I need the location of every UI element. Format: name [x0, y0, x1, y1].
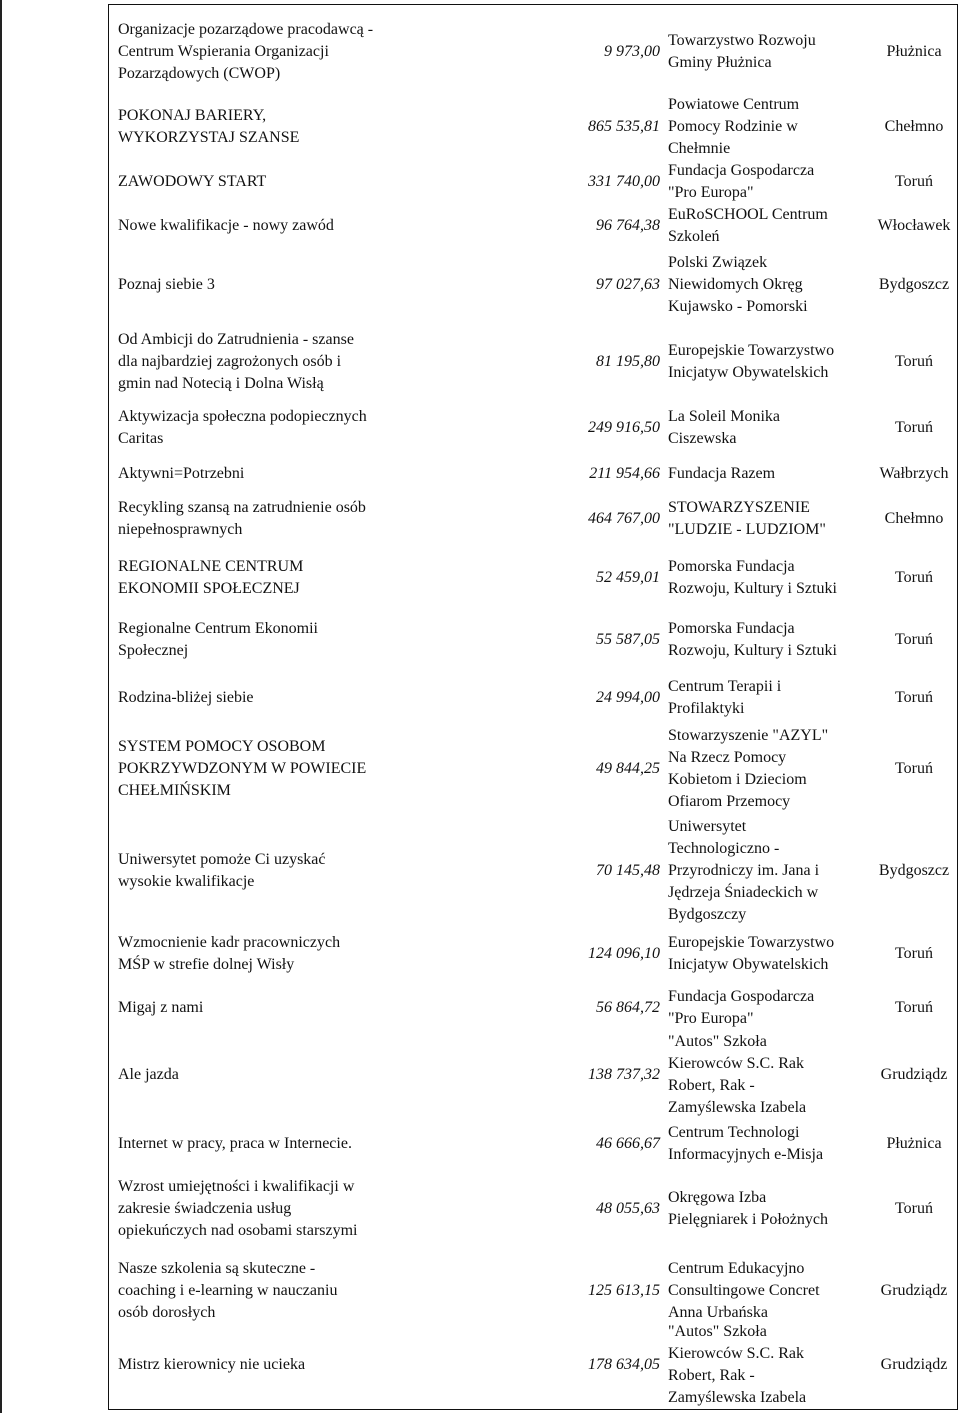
- funding-amount: 81 195,80: [596, 353, 660, 370]
- project-name: Rodzina-bliżej siebie: [118, 689, 254, 706]
- table-row: [0, 160, 933, 204]
- funding-amount-cell: [520, 496, 660, 542]
- funding-amount-cell: [520, 94, 660, 160]
- organization-name-cell: [668, 930, 868, 978]
- city-name: Bydgoszcz: [878, 862, 950, 879]
- funding-amount: 55 587,05: [596, 631, 660, 648]
- organization-name: Okręgowa Izba Pielęgniarek i Położnych: [668, 1189, 828, 1228]
- table-row: [0, 94, 944, 160]
- table-row: [0, 496, 944, 542]
- project-name-cell: [118, 614, 523, 666]
- project-name-cell: [118, 724, 523, 814]
- funding-amount-cell: [520, 724, 660, 814]
- project-name: Wzrost umiejętności i kwalifikacji w zakresie świadczenia usług opiekuńczych nad osobami starszymi: [118, 1178, 358, 1239]
- project-name: Aktywizacja społeczna podopiecznych Caritas: [118, 408, 367, 447]
- project-name-cell: [118, 1172, 523, 1246]
- city-name-cell: [868, 1030, 960, 1120]
- table-row: [0, 18, 942, 86]
- city-name-cell: [868, 18, 960, 86]
- city-name-cell: [868, 496, 960, 542]
- table-row: [0, 331, 933, 392]
- funding-amount-cell: [520, 814, 660, 928]
- funding-amount: 125 613,15: [588, 1282, 660, 1299]
- organization-name: Europejskie Towarzystwo Inicjatyw Obywatelskich: [668, 342, 835, 381]
- project-name: Poznaj siebie 3: [118, 276, 215, 293]
- organization-name-cell: [668, 986, 868, 1030]
- funding-amount: 178 634,05: [588, 1356, 660, 1373]
- table-row: [0, 1254, 948, 1328]
- project-name-cell: [118, 332, 523, 392]
- table-row: [0, 404, 933, 452]
- project-name-cell: [118, 1254, 523, 1328]
- project-name: REGIONALNE CENTRUM EKONOMII SPOŁECZNEJ: [118, 558, 304, 597]
- funding-amount: 56 864,72: [596, 999, 660, 1016]
- funding-amount: 464 767,00: [588, 510, 660, 527]
- funding-amount: 24 994,00: [596, 689, 660, 706]
- city-name: Grudziądz: [880, 1066, 948, 1083]
- organization-name: Polski Związek Niewidomych Okręg Kujawsko - Pomorski: [668, 254, 808, 315]
- project-name: Migaj z nami: [118, 999, 204, 1016]
- project-name-cell: [118, 1030, 523, 1120]
- organization-name: Centrum Edukacyjno Consultingowe Concret Anna Urbańska: [668, 1260, 820, 1321]
- project-name: ZAWODOWY START: [118, 173, 267, 190]
- table-row: [0, 204, 951, 248]
- project-name-cell: [118, 930, 523, 978]
- project-name: Aktywni=Potrzebni: [118, 465, 245, 482]
- project-name-cell: [118, 160, 523, 204]
- organization-name-cell: [668, 248, 868, 322]
- funding-amount-cell: [520, 1320, 660, 1410]
- project-name-cell: [118, 1122, 523, 1166]
- funding-amount-cell: [520, 332, 660, 392]
- organization-name-cell: [668, 18, 868, 86]
- city-name: Toruń: [895, 419, 933, 436]
- table-row: [0, 1320, 948, 1410]
- project-name-cell: [118, 986, 523, 1030]
- city-name-cell: [868, 404, 960, 452]
- funding-amount: 48 055,63: [596, 1200, 660, 1217]
- project-name: Internet w pracy, praca w Internecie.: [118, 1135, 352, 1152]
- project-name: Recykling szansą na zatrudnienie osób niepełnosprawnych: [118, 499, 366, 538]
- organization-name: Fundacja Razem: [668, 465, 776, 482]
- project-name: Mistrz kierownicy nie ucieka: [118, 1356, 306, 1373]
- organization-name-cell: [668, 404, 868, 452]
- city-name: Toruń: [895, 569, 933, 586]
- funding-amount: 211 954,66: [589, 465, 660, 482]
- funding-amount: 49 844,25: [596, 760, 660, 777]
- organization-name-cell: [668, 160, 868, 204]
- organization-name-cell: [668, 1030, 868, 1120]
- city-name: Toruń: [895, 1200, 933, 1217]
- city-name: Toruń: [895, 999, 933, 1016]
- table-row: [0, 248, 950, 322]
- funding-amount-cell: [520, 204, 660, 248]
- city-name-cell: [868, 724, 960, 814]
- table-row: [0, 814, 950, 928]
- organization-name: Europejskie Towarzystwo Inicjatyw Obywatelskich: [668, 934, 835, 973]
- table-row: [0, 986, 933, 1030]
- city-name-cell: [868, 1122, 960, 1166]
- city-name-cell: [868, 552, 960, 604]
- organization-name-cell: [668, 496, 868, 542]
- project-name: Od Ambicji do Zatrudnienia - szanse dla najbardziej zagrożonych osób i gmin nad Notecią i Dolna Wisłą: [118, 331, 354, 392]
- funding-amount-cell: [520, 1254, 660, 1328]
- funding-amount: 70 145,48: [596, 862, 660, 879]
- city-name-cell: [868, 614, 960, 666]
- funding-amount-cell: [520, 460, 660, 488]
- funding-amount-cell: [520, 930, 660, 978]
- funding-amount: 138 737,32: [588, 1066, 660, 1083]
- organization-name: Uniwersytet Technologiczno - Przyrodniczy im. Jana i Jędrzeja Śniadeckich w Bydgoszczy: [668, 818, 820, 923]
- city-name: Toruń: [895, 760, 933, 777]
- funding-amount-cell: [520, 1122, 660, 1166]
- funding-amount: 124 096,10: [588, 945, 660, 962]
- city-name-cell: [868, 248, 960, 322]
- city-name-cell: [868, 930, 960, 978]
- table-row: [0, 1122, 942, 1166]
- city-name: Chełmno: [884, 510, 944, 527]
- city-name: Włocławek: [877, 217, 951, 234]
- organization-name: "Autos" Szkoła Kierowców S.C. Rak Robert, Rak - Zamyślewska Izabela: [668, 1323, 807, 1406]
- organization-name-cell: [668, 1122, 868, 1166]
- organization-name: Stowarzyszenie "AZYL" Na Rzecz Pomocy Kobietom i Dzieciom Ofiarom Przemocy: [668, 727, 829, 810]
- project-name: Organizacje pozarządowe pracodawcą - Centrum Wspierania Organizacji Pozarządowych (CWOP): [118, 21, 374, 82]
- project-name-cell: [118, 676, 523, 720]
- funding-amount: 865 535,81: [588, 118, 660, 135]
- city-name: Toruń: [895, 945, 933, 962]
- project-name-cell: [118, 248, 523, 322]
- organization-name: EuRoSCHOOL Centrum Szkoleń: [668, 206, 828, 245]
- table-row: [0, 724, 933, 814]
- city-name-cell: [868, 1254, 960, 1328]
- city-name-cell: [868, 676, 960, 720]
- city-name: Toruń: [895, 631, 933, 648]
- project-name-cell: [118, 460, 523, 488]
- city-name-cell: [868, 986, 960, 1030]
- city-name: Grudziądz: [880, 1356, 948, 1373]
- project-name: Wzmocnienie kadr pracowniczych MŚP w strefie dolnej Wisły: [118, 934, 341, 973]
- funding-amount-cell: [520, 1030, 660, 1120]
- organization-name: Pomorska Fundacja Rozwoju, Kultury i Sztuki: [668, 558, 837, 597]
- project-name-cell: [118, 204, 523, 248]
- project-name: Regionalne Centrum Ekonomii Społecznej: [118, 620, 318, 659]
- organization-name: La Soleil Monika Ciszewska: [668, 408, 780, 447]
- project-name: POKONAJ BARIERY, WYKORZYSTAJ SZANSE: [118, 107, 300, 146]
- city-name: Bydgoszcz: [878, 276, 950, 293]
- funding-amount: 46 666,67: [596, 1135, 660, 1152]
- table-row: [0, 1030, 948, 1120]
- organization-name-cell: [668, 614, 868, 666]
- project-name-cell: [118, 18, 523, 86]
- organization-name: Fundacja Gospodarcza "Pro Europa": [668, 988, 815, 1027]
- funding-amount-cell: [520, 614, 660, 666]
- project-name-cell: [118, 1320, 523, 1410]
- funding-amount-cell: [520, 18, 660, 86]
- organization-name: Fundacja Gospodarcza "Pro Europa": [668, 162, 815, 201]
- organization-name: Towarzystwo Rozwoju Gminy Płużnica: [668, 32, 816, 71]
- organization-name-cell: [668, 552, 868, 604]
- funding-amount-cell: [520, 552, 660, 604]
- table-row: [0, 552, 933, 604]
- organization-name-cell: [668, 676, 868, 720]
- city-name: Wałbrzych: [879, 465, 949, 482]
- funding-amount-cell: [520, 986, 660, 1030]
- project-name-cell: [118, 814, 523, 928]
- table-row: [0, 930, 933, 978]
- city-name-cell: [868, 204, 960, 248]
- organization-name: "Autos" Szkoła Kierowców S.C. Rak Robert, Rak - Zamyślewska Izabela: [668, 1033, 807, 1116]
- project-name: Nasze szkolenia są skuteczne - coaching i e-learning w nauczaniu osób dorosłych: [118, 1260, 338, 1321]
- city-name-cell: [868, 1172, 960, 1246]
- funding-amount-cell: [520, 404, 660, 452]
- city-name: Chełmno: [884, 118, 944, 135]
- organization-name: Centrum Technologi Informacyjnych e-Misja: [668, 1124, 824, 1163]
- project-name-cell: [118, 496, 523, 542]
- funding-amount: 52 459,01: [596, 569, 660, 586]
- city-name: Toruń: [895, 689, 933, 706]
- organization-name: Powiatowe Centrum Pomocy Rodzinie w Chełmnie: [668, 96, 800, 157]
- city-name: Grudziądz: [880, 1282, 948, 1299]
- city-name-cell: [868, 460, 960, 488]
- organization-name-cell: [668, 1254, 868, 1328]
- organization-name-cell: [668, 332, 868, 392]
- funding-amount: 331 740,00: [588, 173, 660, 190]
- organization-name-cell: [668, 460, 868, 488]
- project-name: Ale jazda: [118, 1066, 179, 1083]
- organization-name-cell: [668, 94, 868, 160]
- city-name: Płużnica: [886, 1135, 942, 1152]
- city-name-cell: [868, 332, 960, 392]
- project-name-cell: [118, 404, 523, 452]
- organization-name-cell: [668, 814, 868, 928]
- city-name: Toruń: [895, 173, 933, 190]
- city-name: Toruń: [895, 353, 933, 370]
- organization-name-cell: [668, 1172, 868, 1246]
- table-row: [0, 614, 933, 666]
- funding-amount: 9 973,00: [604, 43, 660, 60]
- city-name: Płużnica: [886, 43, 942, 60]
- project-name-cell: [118, 552, 523, 604]
- city-name-cell: [868, 94, 960, 160]
- funding-amount-cell: [520, 676, 660, 720]
- table-row: [0, 460, 949, 488]
- city-name-cell: [868, 814, 960, 928]
- project-name: SYSTEM POMOCY OSOBOM POKRZYWDZONYM W POWIECIE CHEŁMIŃSKIM: [118, 738, 367, 799]
- table-row: [0, 676, 933, 720]
- project-name: Uniwersytet pomoże Ci uzyskać wysokie kwalifikacje: [118, 851, 326, 890]
- funding-amount-cell: [520, 1172, 660, 1246]
- organization-name: Pomorska Fundacja Rozwoju, Kultury i Sztuki: [668, 620, 837, 659]
- city-name-cell: [868, 160, 960, 204]
- funding-amount-cell: [520, 160, 660, 204]
- organization-name: STOWARZYSZENIE "LUDZIE - LUDZIOM": [668, 499, 826, 538]
- organization-name: Centrum Terapii i Profilaktyki: [668, 678, 782, 717]
- funding-amount: 97 027,63: [596, 276, 660, 293]
- funding-amount: 96 764,38: [596, 217, 660, 234]
- organization-name-cell: [668, 1320, 868, 1410]
- organization-name-cell: [668, 724, 868, 814]
- city-name-cell: [868, 1320, 960, 1410]
- project-name-cell: [118, 94, 523, 160]
- table-row: [0, 1172, 933, 1246]
- funding-amount-cell: [520, 248, 660, 322]
- funding-amount: 249 916,50: [588, 419, 660, 436]
- project-name: Nowe kwalifikacje - nowy zawód: [118, 217, 334, 234]
- organization-name-cell: [668, 204, 868, 248]
